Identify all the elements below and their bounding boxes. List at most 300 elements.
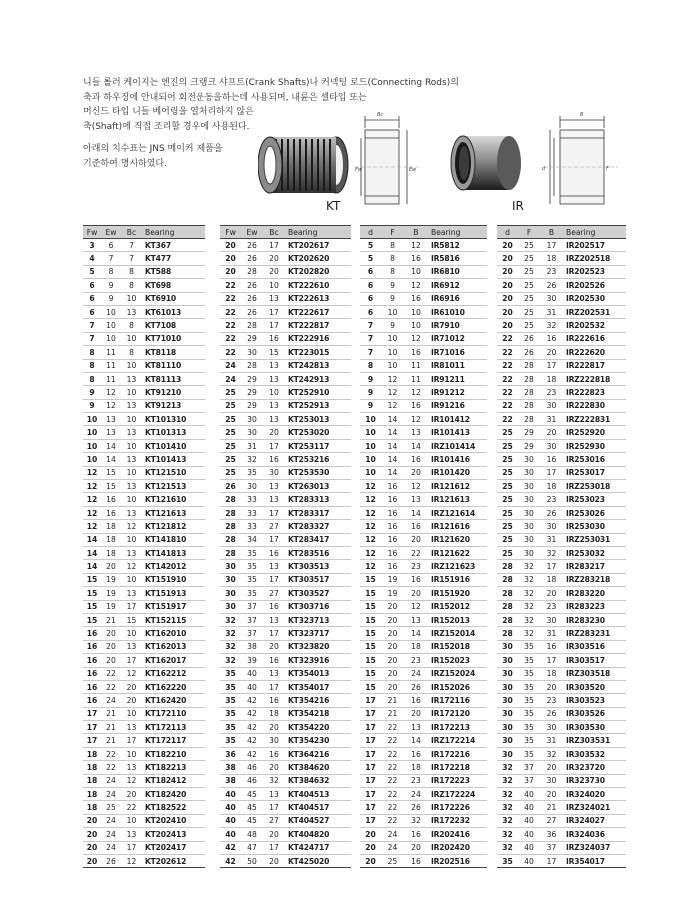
table-cell: 13 [121, 399, 142, 412]
table-row [360, 801, 487, 814]
table-row [360, 627, 487, 640]
table-cell: 20 [404, 707, 428, 720]
table-cell: KT303527 [285, 587, 351, 600]
table-row [220, 439, 351, 452]
table-cell: 29 [241, 372, 263, 385]
table-row [497, 560, 626, 573]
table-cell: IR71012 [428, 332, 487, 345]
table-cell: 46 [241, 761, 263, 774]
table-cell: IRZ121623 [428, 560, 487, 573]
table-cell: 12 [404, 279, 428, 292]
kt-label: KT [326, 199, 341, 213]
table-cell: 15 [83, 573, 101, 586]
table-cell: 9 [83, 399, 101, 412]
table-cell: 5 [360, 239, 381, 252]
table-cell: 10 [381, 359, 404, 372]
table-cell: 18 [101, 533, 121, 546]
table-row [497, 533, 626, 546]
table-cell: 6 [360, 292, 381, 305]
table-cell: 17 [360, 694, 381, 707]
table-cell: 30 [518, 506, 540, 519]
table-cell: 35 [518, 734, 540, 747]
table-cell: KT242813 [285, 359, 351, 372]
table-row [360, 546, 487, 559]
table-cell: 22 [101, 667, 121, 680]
table-cell: 6 [360, 305, 381, 318]
table-cell: 25 [497, 546, 518, 559]
kt-cage-image [258, 128, 354, 198]
table-cell: 22 [121, 801, 142, 814]
table-cell: 20 [540, 426, 563, 439]
table-row [83, 640, 205, 653]
table-cell: 20 [263, 721, 285, 734]
table-cell: IR152018 [428, 640, 487, 653]
table-row [220, 667, 351, 680]
table-row [497, 346, 626, 359]
table-row [220, 721, 351, 734]
table-cell: 45 [241, 814, 263, 827]
table-cell: 8 [83, 346, 101, 359]
table-row [360, 413, 487, 426]
table-cell: IR202517 [563, 239, 626, 252]
table-cell: KT182522 [142, 801, 205, 814]
table-cell: IRZ172224 [428, 788, 487, 801]
table-row [220, 841, 351, 854]
table-cell: 11 [404, 359, 428, 372]
table-cell: IR121612 [428, 480, 487, 493]
table-cell: 22 [381, 814, 404, 827]
table-cell: 20 [121, 680, 142, 693]
table-row [497, 359, 626, 372]
table-cell: 26 [518, 332, 540, 345]
table-cell: IRZ303518 [563, 667, 626, 680]
table-row [83, 801, 205, 814]
table-cell: 8 [121, 279, 142, 292]
table-cell: 10 [121, 627, 142, 640]
table-row [360, 439, 487, 452]
table-cell: 13 [263, 667, 285, 680]
table-cell: 30 [241, 346, 263, 359]
table-cell: 23 [540, 694, 563, 707]
table-cell: 14 [83, 533, 101, 546]
table-row [220, 573, 351, 586]
table-cell: 8 [360, 359, 381, 372]
table-body [83, 239, 205, 868]
table-cell: 10 [83, 413, 101, 426]
table-cell: 9 [381, 319, 404, 332]
table-cell: 15 [360, 654, 381, 667]
table-cell: 13 [121, 305, 142, 318]
table-cell: 30 [518, 546, 540, 559]
table-cell: 48 [241, 828, 263, 841]
table-row [83, 399, 205, 412]
table-cell: 28 [241, 359, 263, 372]
table-cell: IRZ283218 [563, 573, 626, 586]
table-cell: 42 [220, 841, 241, 854]
table-cell: 15 [360, 613, 381, 626]
table-cell: 17 [83, 707, 101, 720]
table-cell: 22 [497, 346, 518, 359]
table-cell: 22 [101, 680, 121, 693]
table-cell: IR202532 [563, 319, 626, 332]
table-cell: KT202617 [285, 239, 351, 252]
table-cell: 15 [360, 587, 381, 600]
table-row [497, 265, 626, 278]
table-row [360, 560, 487, 573]
table-cell: 40 [518, 801, 540, 814]
table-cell: KT81113 [142, 372, 205, 385]
table-cell: KT162010 [142, 627, 205, 640]
table-row [83, 386, 205, 399]
table-cell: 20 [497, 239, 518, 252]
table-cell: 7 [83, 332, 101, 345]
table-cell: 30 [497, 734, 518, 747]
table-cell: IR303516 [563, 640, 626, 653]
table-cell: 13 [263, 613, 285, 626]
table-row [83, 466, 205, 479]
col-header: Bearing [142, 226, 205, 239]
table-cell: 25 [518, 292, 540, 305]
col-header: Bearing [285, 226, 351, 239]
table-cell: KT202820 [285, 265, 351, 278]
table-cell: 31 [540, 734, 563, 747]
table-cell: IR303517 [563, 654, 626, 667]
col-header: d [497, 226, 518, 239]
table-row [83, 426, 205, 439]
table-cell: 22 [220, 319, 241, 332]
table-row [83, 319, 205, 332]
table-cell: 20 [360, 854, 381, 867]
table-cell: IR6912 [428, 279, 487, 292]
table-cell: 35 [241, 546, 263, 559]
table-cell: 37 [518, 761, 540, 774]
table-row [360, 493, 487, 506]
table-cell: 46 [241, 774, 263, 787]
table-cell: 12 [404, 239, 428, 252]
table-cell: 28 [497, 573, 518, 586]
table-cell: 30 [263, 734, 285, 747]
table-cell: IR323720 [563, 761, 626, 774]
table-cell: 18 [101, 520, 121, 533]
table-cell: 34 [241, 533, 263, 546]
table-cell: 10 [404, 319, 428, 332]
table-cell: 37 [241, 613, 263, 626]
table-cell: 20 [497, 252, 518, 265]
table-cell: KT121510 [142, 466, 205, 479]
table-cell: 25 [220, 386, 241, 399]
table-row [497, 707, 626, 720]
table-row [83, 520, 205, 533]
table-cell: 29 [241, 386, 263, 399]
table-cell: 20 [263, 828, 285, 841]
table-cell: 32 [497, 828, 518, 841]
table-cell: KT7108 [142, 319, 205, 332]
table-cell: IR253023 [563, 493, 626, 506]
table-cell: IR7910 [428, 319, 487, 332]
table-cell: 15 [101, 466, 121, 479]
table-cell: 25 [497, 453, 518, 466]
table-cell: KT151913 [142, 587, 205, 600]
table-cell: 32 [497, 801, 518, 814]
table-cell: KT182420 [142, 788, 205, 801]
table-cell: 12 [83, 466, 101, 479]
table-cell: 28 [518, 372, 540, 385]
table-cell: 35 [220, 734, 241, 747]
table-cell: 10 [360, 466, 381, 479]
table-cell: KT121613 [142, 506, 205, 519]
table-cell: 30 [497, 680, 518, 693]
table-cell: IRZ253031 [563, 533, 626, 546]
table-cell: 24 [381, 828, 404, 841]
table-cell: 20 [540, 788, 563, 801]
table-row [360, 761, 487, 774]
table-row [83, 359, 205, 372]
table-row [83, 627, 205, 640]
table-cell: IR121613 [428, 493, 487, 506]
table-cell: 30 [220, 560, 241, 573]
table-cell: 31 [540, 305, 563, 318]
table-cell: 7 [101, 252, 121, 265]
table-row [83, 600, 205, 613]
table-cell: 28 [220, 493, 241, 506]
table-cell: 14 [381, 413, 404, 426]
table-cell: 21 [540, 801, 563, 814]
table-row [83, 747, 205, 760]
table-row [497, 506, 626, 519]
table-cell: 28 [518, 359, 540, 372]
table-cell: 26 [241, 305, 263, 318]
table-cell: 33 [241, 493, 263, 506]
table-cell: 19 [101, 587, 121, 600]
table-cell: 13 [263, 413, 285, 426]
table-cell: 20 [121, 788, 142, 801]
table-row [360, 305, 487, 318]
table-cell: IRZ121614 [428, 506, 487, 519]
table-cell: 40 [518, 841, 540, 854]
table-row [220, 587, 351, 600]
table-cell: 15 [360, 627, 381, 640]
table-row [360, 747, 487, 760]
table-cell: 16 [381, 520, 404, 533]
table-cell: 28 [241, 319, 263, 332]
table-cell: 30 [497, 667, 518, 680]
table-cell: KT101310 [142, 413, 205, 426]
table-cell: 17 [540, 239, 563, 252]
table-cell: 28 [220, 506, 241, 519]
table-cell: 21 [101, 707, 121, 720]
table-cell: KT121513 [142, 480, 205, 493]
table-cell: 12 [83, 506, 101, 519]
table-cell: IR121622 [428, 546, 487, 559]
table-cell: 42 [220, 854, 241, 867]
table-cell: 16 [540, 332, 563, 345]
table-cell: 20 [83, 828, 101, 841]
table-cell: 26 [404, 801, 428, 814]
table-row [220, 346, 351, 359]
table-cell: IR323730 [563, 774, 626, 787]
table-cell: 10 [360, 426, 381, 439]
kt-outer-dim: Ew [409, 167, 417, 173]
table-row [83, 453, 205, 466]
table-cell: 13 [404, 613, 428, 626]
table-cell: 14 [101, 439, 121, 452]
table-cell: 20 [263, 640, 285, 653]
table-cell: 35 [220, 667, 241, 680]
table-cell: 30 [497, 707, 518, 720]
table-cell: 24 [404, 667, 428, 680]
table-cell: IR71016 [428, 346, 487, 359]
table-cell: 35 [220, 707, 241, 720]
table-cell: 15 [360, 640, 381, 653]
table-row [360, 265, 487, 278]
table-cell: 20 [220, 252, 241, 265]
table-cell: IR101416 [428, 453, 487, 466]
table-cell: 14 [404, 734, 428, 747]
table-cell: 17 [263, 627, 285, 640]
table-cell: IR91211 [428, 372, 487, 385]
table-cell: 30 [518, 466, 540, 479]
table-row [497, 761, 626, 774]
table-cell: 40 [220, 801, 241, 814]
table-cell: 20 [360, 841, 381, 854]
table-row [497, 841, 626, 854]
table-cell: IR172116 [428, 694, 487, 707]
table-cell: 30 [540, 721, 563, 734]
table-cell: 17 [121, 600, 142, 613]
table-row [360, 721, 487, 734]
table-row [497, 814, 626, 827]
table-cell: KT424717 [285, 841, 351, 854]
table-cell: 7 [360, 346, 381, 359]
table-cell: 17 [263, 506, 285, 519]
table-cell: IR5816 [428, 252, 487, 265]
table-cell: KT253530 [285, 466, 351, 479]
table-cell: 16 [83, 640, 101, 653]
table-cell: 32 [241, 453, 263, 466]
table-cell: IR253016 [563, 453, 626, 466]
table-cell: 35 [241, 560, 263, 573]
table-cell: 9 [83, 386, 101, 399]
table-cell: 26 [540, 707, 563, 720]
table-cell: 30 [497, 747, 518, 760]
table-cell: 17 [121, 654, 142, 667]
table-cell: 32 [220, 613, 241, 626]
col-header: Fw [83, 226, 101, 239]
table-cell: 12 [121, 774, 142, 787]
table-row [360, 788, 487, 801]
table-cell: 16 [404, 828, 428, 841]
table-cell: 22 [220, 279, 241, 292]
table-row [497, 372, 626, 385]
table-cell: 20 [540, 587, 563, 600]
table-cell: 17 [121, 734, 142, 747]
table-row [220, 399, 351, 412]
table-cell: IR354017 [563, 854, 626, 867]
table-cell: 20 [381, 613, 404, 626]
table-cell: 7 [360, 319, 381, 332]
ir-label: IR [512, 199, 524, 213]
table-cell: KT222916 [285, 332, 351, 345]
table-cell: 32 [220, 627, 241, 640]
table-cell: 20 [381, 627, 404, 640]
table-cell: 24 [101, 788, 121, 801]
table-cell: 36 [220, 747, 241, 760]
kt-dimension-diagram [355, 108, 420, 213]
table-cell: 26 [540, 506, 563, 519]
table-row [220, 707, 351, 720]
table-cell: 13 [121, 587, 142, 600]
table-row [220, 734, 351, 747]
table-cell: 22 [497, 359, 518, 372]
table-row [83, 734, 205, 747]
table-cell: 26 [241, 239, 263, 252]
table-cell: 16 [101, 493, 121, 506]
table-cell: 9 [101, 279, 121, 292]
table-cell: 40 [241, 667, 263, 680]
table-cell: 25 [497, 480, 518, 493]
table-cell: 10 [381, 332, 404, 345]
table-cell: 8 [121, 319, 142, 332]
table-row [220, 413, 351, 426]
table-cell: 12 [360, 520, 381, 533]
table-cell: 10 [121, 814, 142, 827]
table-row [497, 854, 626, 867]
table-body [360, 239, 487, 868]
table-cell: IR101413 [428, 426, 487, 439]
table-row [497, 828, 626, 841]
table-cell: IR172223 [428, 774, 487, 787]
ir-table-2 [497, 225, 626, 868]
table-row [497, 493, 626, 506]
table-cell: KT404513 [285, 788, 351, 801]
table-cell: KT425020 [285, 854, 351, 867]
table-cell: IR253032 [563, 546, 626, 559]
table-cell: KT354017 [285, 680, 351, 693]
table-row [360, 854, 487, 867]
table-cell: 6 [83, 292, 101, 305]
table-row [360, 680, 487, 693]
table-cell: KT202620 [285, 252, 351, 265]
table-row [83, 573, 205, 586]
table-cell: 13 [263, 788, 285, 801]
table-cell: 24 [101, 694, 121, 707]
table-cell: 25 [518, 319, 540, 332]
table-cell: KT354230 [285, 734, 351, 747]
table-row [220, 828, 351, 841]
table-cell: KT182412 [142, 774, 205, 787]
table-cell: KT253216 [285, 453, 351, 466]
table-row [497, 292, 626, 305]
table-row [497, 573, 626, 586]
table-row [83, 265, 205, 278]
table-cell: IR81011 [428, 359, 487, 372]
table-cell: IR222830 [563, 399, 626, 412]
table-cell: 35 [518, 654, 540, 667]
col-header: B [404, 226, 428, 239]
table-cell: KT384620 [285, 761, 351, 774]
table-cell: 23 [540, 600, 563, 613]
table-cell: 26 [101, 854, 121, 867]
table-row [220, 694, 351, 707]
table-cell: 8 [83, 359, 101, 372]
table-row [220, 640, 351, 653]
table-row [497, 613, 626, 626]
table-cell: 37 [241, 600, 263, 613]
table-cell: 25 [220, 426, 241, 439]
table-cell: 17 [263, 533, 285, 546]
table-cell: 16 [83, 680, 101, 693]
table-cell: 16 [381, 480, 404, 493]
